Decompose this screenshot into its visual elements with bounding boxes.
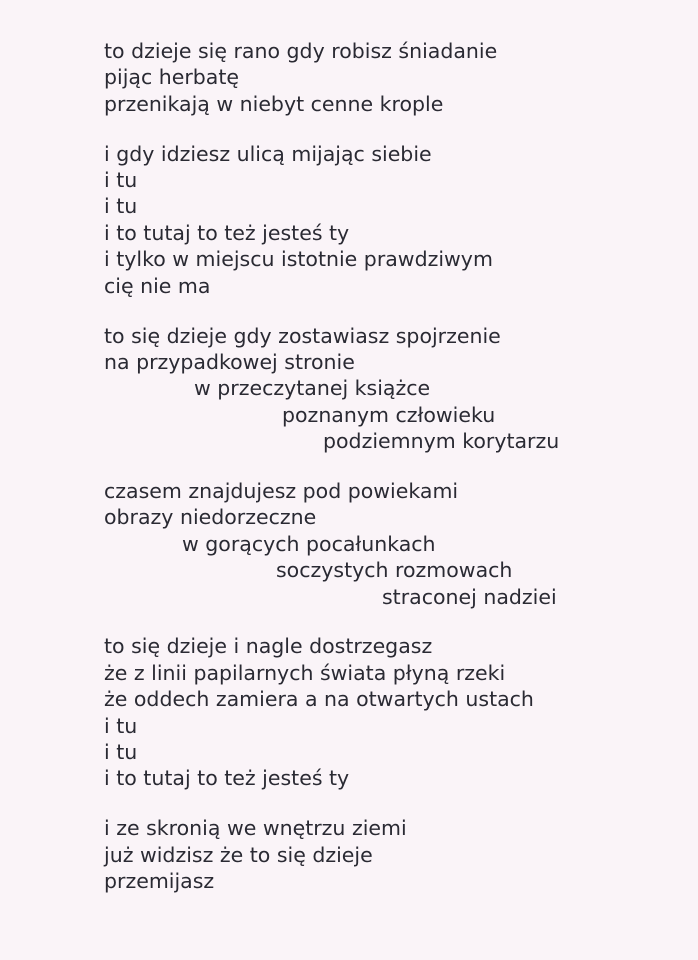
poem-line: czasem znajdujesz pod powiekami xyxy=(104,478,459,503)
poem-line: że z linii papilarnych świata płyną rzeki xyxy=(104,660,506,685)
poem-line: już widzisz że to się dzieje xyxy=(104,842,373,867)
poem-line: i tu xyxy=(104,713,138,738)
poem-line: przenikają w niebyt cenne krople xyxy=(104,91,444,116)
poem-line: przemijasz xyxy=(104,869,215,894)
poem-line: że oddech zamiera a na otwartych ustach xyxy=(104,687,534,712)
poem-line-indented: podziemnym korytarzu xyxy=(323,429,560,454)
stanza-3 xyxy=(104,323,684,455)
stanza-5 xyxy=(104,633,684,791)
poem-line-indented: w przeczytanej książce xyxy=(194,376,431,401)
poem-line: pijąc herbatę xyxy=(104,65,240,90)
poem-line-indented: w gorących pocałunkach xyxy=(182,531,436,556)
poem-line: to się dzieje gdy zostawiasz spojrzenie xyxy=(104,323,501,348)
poem-line: na przypadkowej stronie xyxy=(104,349,355,374)
poem-line-indented: poznanym człowieku xyxy=(282,402,496,427)
poem-line: i tu xyxy=(104,194,138,219)
poem-line: i to tutaj to też jesteś ty xyxy=(104,766,350,791)
poem-line: i tylko w miejscu istotnie prawdziwym xyxy=(104,247,493,272)
stanza-4 xyxy=(104,478,684,610)
poem-line: to się dzieje i nagle dostrzegasz xyxy=(104,634,433,659)
poem-line: i tu xyxy=(104,739,138,764)
stanza-1 xyxy=(104,38,684,117)
poem-line: i ze skronią we wnętrzu ziemi xyxy=(104,816,407,841)
stanza-2 xyxy=(104,141,684,299)
stanza-6 xyxy=(104,815,684,894)
poem-line: i to tutaj to też jesteś ty xyxy=(104,220,350,245)
poem-line-indented: straconej nadziei xyxy=(382,584,557,609)
poem-line: to dzieje się rano gdy robisz śniadanie xyxy=(104,39,498,63)
poem-line: obrazy niedorzeczne xyxy=(104,505,317,530)
poem-line-indented: soczystych rozmowach xyxy=(276,558,513,583)
poem-line: i gdy idziesz ulicą mijając siebie xyxy=(104,141,432,166)
poem-line: i tu xyxy=(104,168,138,193)
poem-text xyxy=(104,38,684,918)
poem-line: cię nie ma xyxy=(104,273,211,298)
